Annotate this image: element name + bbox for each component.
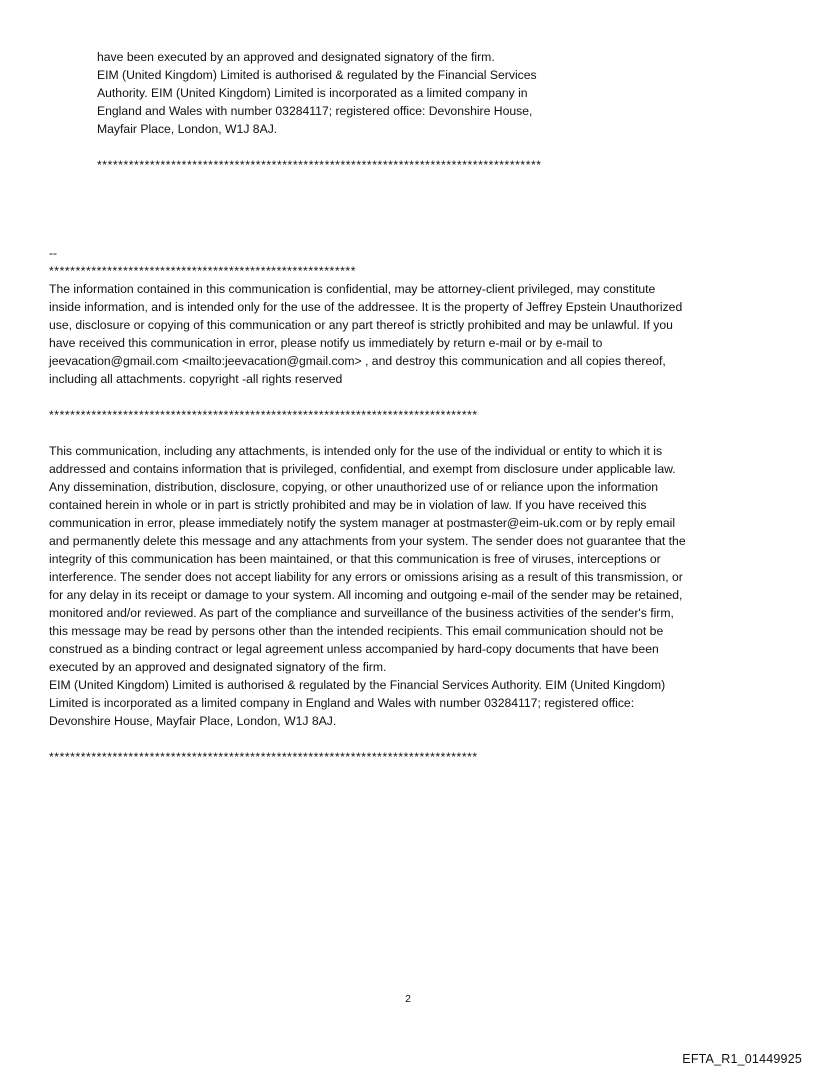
text-line: Authority. EIM (United Kingdom) Limited is incorporated as a limited company in bbox=[97, 86, 528, 100]
text-line: executed by an approved and designated signatory of the firm. bbox=[49, 660, 387, 674]
text-line: interference. The sender does not accept liability for any errors or omissions arising as a result of this transmission, or bbox=[49, 570, 683, 584]
text-line: this message may be read by persons other than the intended recipients. This email communication should not be bbox=[49, 624, 664, 638]
eim-disclaimer bbox=[49, 442, 686, 730]
text-line: including all attachments. copyright -all rights reserved bbox=[49, 372, 343, 386]
text-line: have been executed by an approved and designated signatory of the firm. bbox=[97, 50, 495, 64]
text-line: construed as a binding contract or legal agreement unless accompanied by hard-copy documents that have been bbox=[49, 642, 659, 656]
text-line: Limited is incorporated as a limited company in England and Wales with number 03284117; registered office: bbox=[49, 696, 635, 710]
text-line: EIM (United Kingdom) Limited is authorised & regulated by the Financial Services bbox=[97, 68, 537, 82]
text-line: for any delay in its receipt or damage to your system. All incoming and outgoing e-mail of the sender may be retained, bbox=[49, 588, 683, 602]
signature-separator: -- bbox=[49, 246, 58, 260]
text-line: This communication, including any attachments, is intended only for the use of the individual or entity to which it is bbox=[49, 444, 663, 458]
text-line: communication in error, please immediately notify the system manager at postmaster@eim-uk.com or by reply email bbox=[49, 516, 676, 530]
text-line: and permanently delete this message and any attachments from your system. The sender does not guarantee that the bbox=[49, 534, 686, 548]
asterisk-divider: ********************************************************************************* bbox=[49, 408, 478, 422]
text-line: jeevacation@gmail.com <mailto:jeevacation@gmail.com> , and destroy this communication and all copies thereof, bbox=[49, 354, 666, 368]
text-line: contained herein in whole or in part is strictly prohibited and may be in violation of law. If you have received this bbox=[49, 498, 647, 512]
text-line: integrity of this communication has been maintained, or that this communication is free of viruses, interceptions or bbox=[49, 552, 661, 566]
text-line: inside information, and is intended only for the use of the addressee. It is the property of Jeffrey Epstein Unauthorized bbox=[49, 300, 683, 314]
text-line: use, disclosure or copying of this communication or any part thereof is strictly prohibited and may be unlawful. If you bbox=[49, 318, 673, 332]
text-line: Devonshire House, Mayfair Place, London, W1J 8AJ. bbox=[49, 714, 337, 728]
asterisk-divider: ************************************************************************************ bbox=[97, 158, 542, 172]
asterisk-divider: ********************************************************************************* bbox=[49, 750, 478, 764]
page-number: 2 bbox=[405, 993, 411, 1005]
text-line: Mayfair Place, London, W1J 8AJ. bbox=[97, 122, 278, 136]
bates-number: EFTA_R1_01449925 bbox=[682, 1052, 802, 1066]
confidentiality-notice bbox=[49, 280, 682, 388]
text-line: England and Wales with number 03284117; registered office: Devonshire House, bbox=[97, 104, 533, 118]
top-disclaimer-block bbox=[97, 48, 537, 138]
text-line: Any dissemination, distribution, disclosure, copying, or other unauthorized use of or reliance upon the information bbox=[49, 480, 659, 494]
text-line: addressed and contains information that is privileged, confidential, and exempt from disclosure under applicable law. bbox=[49, 462, 676, 476]
text-line: monitored and/or reviewed. As part of the compliance and surveillance of the business activities of the sender's firm, bbox=[49, 606, 674, 620]
text-line: The information contained in this communication is confidential, may be attorney-client privileged, may constitute bbox=[49, 282, 656, 296]
text-line: EIM (United Kingdom) Limited is authorised & regulated by the Financial Services Authority. EIM (United Kingdom) bbox=[49, 678, 666, 692]
asterisk-divider: ********************************************************** bbox=[49, 264, 356, 278]
text-line: have received this communication in error, please notify us immediately by return e-mail or by e-mail to bbox=[49, 336, 603, 350]
